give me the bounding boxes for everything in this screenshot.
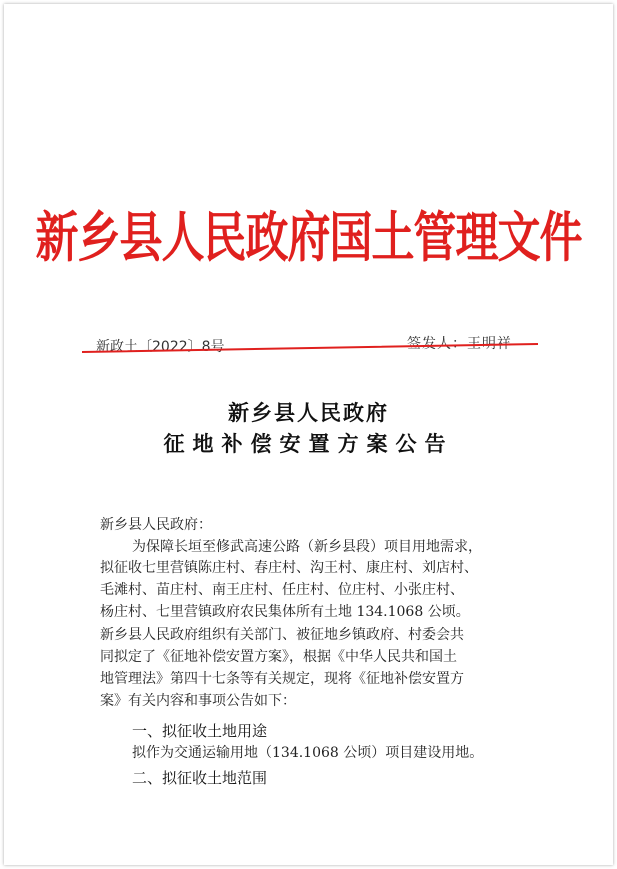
- notice-title-subject: 征地补偿安置方案公告: [163, 431, 454, 456]
- section-1-text: 拟作为交通运输用地（134.1068 公顷）项目建设用地。: [132, 745, 484, 761]
- body-line: 拟征收七里营镇陈庄村、春庄村、沟王村、康庄村、刘店村、: [100, 560, 478, 576]
- section-1-heading: 一、拟征收土地用途: [132, 722, 268, 740]
- document-number: 新政土〔2022〕8号: [96, 339, 225, 355]
- section-2-heading: 二、拟征收土地范围: [132, 769, 268, 787]
- body-line: 地管理法》第四十七条等有关规定，现将《征地补偿安置方: [100, 671, 464, 687]
- addressee: 新乡县人民政府：: [100, 517, 212, 533]
- body-line: 毛滩村、苗庄村、南王庄村、任庄村、位庄村、小张庄村、: [100, 582, 464, 598]
- notice-title-issuer: 新乡县人民政府: [228, 400, 389, 425]
- red-separator-line: [82, 342, 538, 358]
- body-line: 案》有关内容和事项公告如下：: [100, 693, 296, 709]
- signer: 签发人：王明祥: [407, 336, 512, 352]
- body-line: 杨庄村、七里营镇政府农民集体所有土地 134.1068 公顷。: [100, 604, 470, 620]
- masthead-title: 新乡县人民政府国土管理文件: [35, 207, 582, 270]
- body-line: 同拟定了《征地补偿安置方案》，根据《中华人民共和国土: [100, 649, 457, 665]
- body-line: 为保障长垣至修武高速公路（新乡县段）项目用地需求，: [132, 539, 482, 555]
- body-line: 新乡县人民政府组织有关部门、被征地乡镇政府、村委会共: [100, 627, 464, 643]
